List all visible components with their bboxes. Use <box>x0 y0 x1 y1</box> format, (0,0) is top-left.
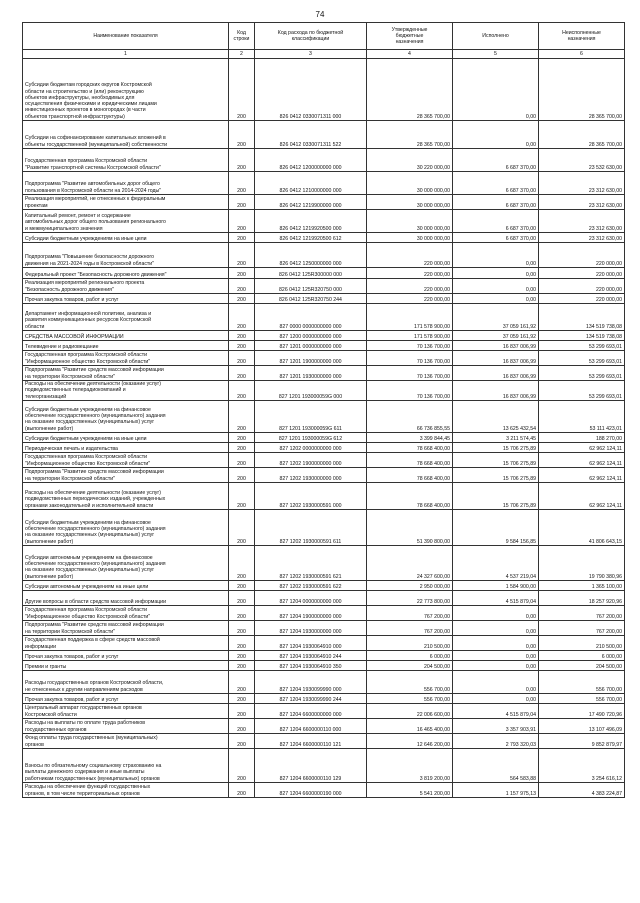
row-executed-amount: 6 687 370,00 <box>453 233 539 243</box>
row-unexecuted-amount: 53 111 423,01 <box>539 401 625 433</box>
row-approved-amount: 171 578 900,00 <box>367 331 453 341</box>
table-row <box>23 195 625 210</box>
table-row <box>23 546 625 581</box>
table-row <box>23 510 625 546</box>
row-unexecuted-amount: 220 000,00 <box>539 243 625 268</box>
row-budget-code: 827 1201 1930000000 000 <box>255 366 367 381</box>
row-line-code: 200 <box>229 381 255 401</box>
row-executed-amount: 16 837 006,99 <box>453 351 539 366</box>
row-line-code: 200 <box>229 172 255 195</box>
table-row <box>23 279 625 294</box>
budget-execution-table <box>22 22 625 798</box>
row-approved-amount: 78 668 400,00 <box>367 483 453 510</box>
row-unexecuted-amount: 28 365 700,00 <box>539 59 625 121</box>
row-unexecuted-amount: 53 299 693,01 <box>539 341 625 351</box>
table-row <box>23 381 625 401</box>
header-executed: Исполнено <box>453 23 539 50</box>
row-executed-amount: 15 706 275,89 <box>453 483 539 510</box>
row-name: Капитальный ремонт, ремонт и содержание автомобильных дорог общего пользования регионального и межмуниципального значения <box>23 210 229 233</box>
row-executed-amount: 9 584 156,85 <box>453 510 539 546</box>
row-budget-code: 827 1201 193000059G 612 <box>255 433 367 443</box>
row-name: Фонд оплаты труда государственных (муниципальных) органов <box>23 734 229 749</box>
row-line-code: 200 <box>229 636 255 651</box>
row-executed-amount: 3 357 903,91 <box>453 719 539 734</box>
row-executed-amount: 2 793 320,03 <box>453 734 539 749</box>
row-name: Подпрограмма "Повышение безопасности дорожного движения на 2021-2024 годы в Костромской области" <box>23 243 229 268</box>
row-line-code: 200 <box>229 783 255 798</box>
row-unexecuted-amount: 13 107 496,09 <box>539 719 625 734</box>
row-approved-amount: 22 006 600,00 <box>367 704 453 719</box>
row-budget-code: 827 1202 1930000591 622 <box>255 581 367 591</box>
row-executed-amount: 0,00 <box>453 243 539 268</box>
row-approved-amount: 66 736 855,55 <box>367 401 453 433</box>
row-name: Субсидии бюджетным учреждениям на финансовое обеспечение государственного (муниципального) задания на оказание государственных (муниципальных) услуг (выполнение работ) <box>23 401 229 433</box>
row-line-code: 200 <box>229 734 255 749</box>
row-line-code: 200 <box>229 671 255 694</box>
row-line-code: 200 <box>229 243 255 268</box>
table-row <box>23 294 625 304</box>
row-approved-amount: 30 000 000,00 <box>367 210 453 233</box>
row-name: Расходы на обеспечение деятельности (оказание услуг) подведомственных периодических изданий, учрежденных органами законодательной и исполнительной власти <box>23 483 229 510</box>
row-budget-code: 827 1204 6600000110 000 <box>255 719 367 734</box>
table-row <box>23 59 625 121</box>
row-unexecuted-amount: 220 000,00 <box>539 268 625 279</box>
table-row <box>23 149 625 172</box>
table-row <box>23 341 625 351</box>
table-row <box>23 172 625 195</box>
row-line-code: 200 <box>229 149 255 172</box>
row-executed-amount: 15 706 275,89 <box>453 443 539 453</box>
column-index: 2 <box>229 50 255 59</box>
row-line-code: 200 <box>229 304 255 331</box>
table-row <box>23 651 625 661</box>
row-line-code: 200 <box>229 195 255 210</box>
row-line-code: 200 <box>229 443 255 453</box>
row-approved-amount: 12 646 200,00 <box>367 734 453 749</box>
table-row <box>23 268 625 279</box>
row-executed-amount: 16 837 006,99 <box>453 381 539 401</box>
row-name: Субсидии бюджетным учреждениям на иные цели <box>23 233 229 243</box>
row-line-code: 200 <box>229 233 255 243</box>
column-index: 5 <box>453 50 539 59</box>
row-line-code: 200 <box>229 433 255 443</box>
row-unexecuted-amount: 4 383 224,87 <box>539 783 625 798</box>
row-budget-code: 827 1202 1900000000 000 <box>255 453 367 468</box>
row-budget-code: 826 0412 0330071311 522 <box>255 121 367 149</box>
row-budget-code: 827 1204 6600000110 129 <box>255 749 367 783</box>
row-approved-amount: 30 220 000,00 <box>367 149 453 172</box>
column-index: 4 <box>367 50 453 59</box>
row-name: Государственная программа Костромской области "Информационное общество Костромской области" <box>23 606 229 621</box>
row-line-code: 200 <box>229 621 255 636</box>
row-name: Расходы государственных органов Костромской области, не отнесенных к другим направлениям расходов <box>23 671 229 694</box>
page-number: 74 <box>315 10 325 19</box>
row-executed-amount: 0,00 <box>453 121 539 149</box>
row-line-code: 200 <box>229 483 255 510</box>
row-executed-amount: 4 537 219,04 <box>453 546 539 581</box>
row-approved-amount: 556 700,00 <box>367 671 453 694</box>
row-budget-code: 827 1204 1930064910 000 <box>255 636 367 651</box>
row-approved-amount: 30 000 000,00 <box>367 195 453 210</box>
row-budget-code: 826 0412 125R300000 000 <box>255 268 367 279</box>
row-unexecuted-amount: 134 519 738,08 <box>539 304 625 331</box>
row-budget-code: 826 0412 125R320750 244 <box>255 294 367 304</box>
row-budget-code: 827 1201 193000059G 000 <box>255 381 367 401</box>
row-approved-amount: 204 500,00 <box>367 661 453 671</box>
row-name: Субсидии автономным учреждениям на иные цели <box>23 581 229 591</box>
table-row <box>23 401 625 433</box>
row-line-code: 200 <box>229 546 255 581</box>
row-name: Государственная поддержка в сфере средств массовой информации <box>23 636 229 651</box>
row-executed-amount: 0,00 <box>453 651 539 661</box>
table-row <box>23 304 625 331</box>
row-executed-amount: 4 515 879,04 <box>453 704 539 719</box>
row-name: Подпрограмма "Развитие автомобильных дорог общего пользования в Костромской области на 2014-2024 годы" <box>23 172 229 195</box>
row-budget-code: 827 1200 0000000000 000 <box>255 331 367 341</box>
row-unexecuted-amount: 23 312 630,00 <box>539 195 625 210</box>
row-budget-code: 827 1204 1930099990 000 <box>255 671 367 694</box>
row-name: Субсидии автономным учреждениям на финансовое обеспечение государственного (муниципального) задания на оказание государственных (муниципальных) услуг (выполнение работ) <box>23 546 229 581</box>
row-budget-code: 827 1204 1900000000 000 <box>255 606 367 621</box>
row-approved-amount: 220 000,00 <box>367 279 453 294</box>
row-line-code: 200 <box>229 704 255 719</box>
row-executed-amount: 0,00 <box>453 636 539 651</box>
row-executed-amount: 15 706 275,89 <box>453 468 539 483</box>
row-unexecuted-amount: 28 365 700,00 <box>539 121 625 149</box>
row-approved-amount: 767 200,00 <box>367 606 453 621</box>
row-line-code: 200 <box>229 279 255 294</box>
row-budget-code: 827 1202 1930000591 611 <box>255 510 367 546</box>
row-approved-amount: 70 136 700,00 <box>367 351 453 366</box>
row-approved-amount: 22 773 800,00 <box>367 591 453 606</box>
row-approved-amount: 6 000,00 <box>367 651 453 661</box>
row-unexecuted-amount: 18 257 920,96 <box>539 591 625 606</box>
row-line-code: 200 <box>229 366 255 381</box>
table-row <box>23 783 625 798</box>
row-approved-amount: 70 136 700,00 <box>367 381 453 401</box>
row-unexecuted-amount: 556 700,00 <box>539 694 625 704</box>
row-budget-code: 827 1201 193000059G 611 <box>255 401 367 433</box>
row-line-code: 200 <box>229 401 255 433</box>
row-line-code: 200 <box>229 268 255 279</box>
table-row <box>23 591 625 606</box>
row-unexecuted-amount: 6 000,00 <box>539 651 625 661</box>
row-approved-amount: 3 819 200,00 <box>367 749 453 783</box>
row-name: Прочая закупка товаров, работ и услуг <box>23 294 229 304</box>
row-approved-amount: 5 541 200,00 <box>367 783 453 798</box>
row-executed-amount: 1 584 900,00 <box>453 581 539 591</box>
row-budget-code: 827 1201 0000000000 000 <box>255 341 367 351</box>
row-budget-code: 826 0412 1219900000 000 <box>255 195 367 210</box>
table-row <box>23 581 625 591</box>
row-budget-code: 827 1204 1930064910 244 <box>255 651 367 661</box>
row-line-code: 200 <box>229 294 255 304</box>
row-name: Подпрограмма "Развитие средств массовой информации на территории Костромской области" <box>23 366 229 381</box>
row-budget-code: 826 0412 1210000000 000 <box>255 172 367 195</box>
row-name: Другие вопросы в области средств массовой информации <box>23 591 229 606</box>
column-index: 6 <box>539 50 625 59</box>
row-approved-amount: 78 668 400,00 <box>367 443 453 453</box>
row-line-code: 200 <box>229 210 255 233</box>
row-executed-amount: 0,00 <box>453 279 539 294</box>
table-row <box>23 704 625 719</box>
table-row <box>23 351 625 366</box>
row-executed-amount: 6 687 370,00 <box>453 172 539 195</box>
row-unexecuted-amount: 220 000,00 <box>539 279 625 294</box>
row-name: Субсидии бюджетным учреждениям на иные цели <box>23 433 229 443</box>
row-executed-amount: 0,00 <box>453 268 539 279</box>
row-unexecuted-amount: 62 962 124,11 <box>539 468 625 483</box>
row-name: Телевидение и радиовещание <box>23 341 229 351</box>
row-name: Подпрограмма "Развитие средств массовой информации на территории Костромской области" <box>23 621 229 636</box>
row-name: Периодическая печать и издательства <box>23 443 229 453</box>
row-budget-code: 826 0412 1200000000 000 <box>255 149 367 172</box>
row-name: Департамент информационной политики, анализа и развития коммуникационных ресурсов Костромской области <box>23 304 229 331</box>
column-index: 3 <box>255 50 367 59</box>
row-unexecuted-amount: 53 299 693,01 <box>539 366 625 381</box>
row-line-code: 200 <box>229 59 255 121</box>
table-row <box>23 233 625 243</box>
row-budget-code: 827 1204 1930000000 000 <box>255 621 367 636</box>
row-name: Прочая закупка товаров, работ и услуг <box>23 694 229 704</box>
row-unexecuted-amount: 62 962 124,11 <box>539 443 625 453</box>
row-budget-code: 826 0412 1219920500 000 <box>255 210 367 233</box>
row-approved-amount: 210 500,00 <box>367 636 453 651</box>
row-name: Прочая закупка товаров, работ и услуг <box>23 651 229 661</box>
row-approved-amount: 70 136 700,00 <box>367 341 453 351</box>
row-approved-amount: 556 700,00 <box>367 694 453 704</box>
row-executed-amount: 1 157 975,13 <box>453 783 539 798</box>
row-executed-amount: 0,00 <box>453 294 539 304</box>
table-row <box>23 483 625 510</box>
row-name: Государственная программа Костромской области "Развитие транспортной системы Костромской области" <box>23 149 229 172</box>
table-row <box>23 433 625 443</box>
row-unexecuted-amount: 62 962 124,11 <box>539 453 625 468</box>
row-unexecuted-amount: 188 270,00 <box>539 433 625 443</box>
row-budget-code: 826 0412 1219920500 612 <box>255 233 367 243</box>
row-name: СРЕДСТВА МАССОВОЙ ИНФОРМАЦИИ <box>23 331 229 341</box>
row-executed-amount: 6 687 370,00 <box>453 149 539 172</box>
row-line-code: 200 <box>229 453 255 468</box>
row-executed-amount: 37 059 161,92 <box>453 331 539 341</box>
row-line-code: 200 <box>229 661 255 671</box>
row-budget-code: 827 1202 1930000000 000 <box>255 468 367 483</box>
row-line-code: 200 <box>229 341 255 351</box>
column-index-row <box>23 50 625 59</box>
table-row <box>23 443 625 453</box>
row-executed-amount: 15 706 275,89 <box>453 453 539 468</box>
row-line-code: 200 <box>229 606 255 621</box>
row-executed-amount: 13 625 432,54 <box>453 401 539 433</box>
column-index: 1 <box>23 50 229 59</box>
row-name: Субсидии бюджетам городских округов Костромской области на строительство и (или) реконструкцию объектов инфраструктуры, необходимых для осуществления физическими и юридическими лицами инвестиционных проектов в моногородах (в части объектов транспортной инфраструктуры) <box>23 59 229 121</box>
row-unexecuted-amount: 23 312 630,00 <box>539 233 625 243</box>
table-body <box>23 59 625 798</box>
row-unexecuted-amount: 556 700,00 <box>539 671 625 694</box>
row-unexecuted-amount: 17 490 720,96 <box>539 704 625 719</box>
row-budget-code: 826 0412 125R320750 000 <box>255 279 367 294</box>
row-executed-amount: 3 211 574,45 <box>453 433 539 443</box>
row-budget-code: 827 1202 0000000000 000 <box>255 443 367 453</box>
row-executed-amount: 0,00 <box>453 59 539 121</box>
row-line-code: 200 <box>229 591 255 606</box>
row-approved-amount: 2 950 000,00 <box>367 581 453 591</box>
row-unexecuted-amount: 134 519 738,08 <box>539 331 625 341</box>
row-unexecuted-amount: 53 299 693,01 <box>539 351 625 366</box>
header-unexecuted: Неисполненные назначения <box>539 23 625 50</box>
row-unexecuted-amount: 9 852 879,97 <box>539 734 625 749</box>
row-executed-amount: 0,00 <box>453 671 539 694</box>
row-budget-code: 827 1202 1930000591 621 <box>255 546 367 581</box>
row-approved-amount: 220 000,00 <box>367 294 453 304</box>
row-line-code: 200 <box>229 351 255 366</box>
row-line-code: 200 <box>229 749 255 783</box>
header-approved: Утвержденные бюджетные назначения <box>367 23 453 50</box>
row-budget-code: 826 0412 1250000000 000 <box>255 243 367 268</box>
row-line-code: 200 <box>229 651 255 661</box>
table-row <box>23 331 625 341</box>
row-executed-amount: 0,00 <box>453 694 539 704</box>
row-name: Расходы на обеспечение деятельности (оказание услуг) подведомственных телерадиокомпаний и телеорганизаций <box>23 381 229 401</box>
row-line-code: 200 <box>229 468 255 483</box>
row-approved-amount: 51 390 800,00 <box>367 510 453 546</box>
row-unexecuted-amount: 23 532 630,00 <box>539 149 625 172</box>
row-name: Реализация мероприятий, не отнесенных к федеральным проектам <box>23 195 229 210</box>
row-executed-amount: 0,00 <box>453 606 539 621</box>
row-executed-amount: 37 059 161,92 <box>453 304 539 331</box>
table-header-row <box>23 23 625 50</box>
row-budget-code: 827 1204 1930099990 244 <box>255 694 367 704</box>
row-approved-amount: 3 399 844,45 <box>367 433 453 443</box>
row-unexecuted-amount: 23 312 630,00 <box>539 210 625 233</box>
header-line-code: Код строки <box>229 23 255 50</box>
row-approved-amount: 220 000,00 <box>367 243 453 268</box>
row-approved-amount: 24 327 600,00 <box>367 546 453 581</box>
row-line-code: 200 <box>229 331 255 341</box>
row-executed-amount: 0,00 <box>453 621 539 636</box>
row-executed-amount: 16 837 006,99 <box>453 366 539 381</box>
row-approved-amount: 30 000 000,00 <box>367 172 453 195</box>
row-name: Федеральный проект "Безопасность дорожного движения" <box>23 268 229 279</box>
row-budget-code: 827 1202 1930000591 000 <box>255 483 367 510</box>
row-approved-amount: 78 668 400,00 <box>367 453 453 468</box>
row-line-code: 200 <box>229 510 255 546</box>
header-budget-code: Код расхода по бюджетной классификации <box>255 23 367 50</box>
table-row <box>23 661 625 671</box>
row-executed-amount: 0,00 <box>453 661 539 671</box>
header-name: Наименование показателя <box>23 23 229 50</box>
row-name: Реализация мероприятий регионального проекта "Безопасность дорожного движения" <box>23 279 229 294</box>
row-executed-amount: 4 515 879,04 <box>453 591 539 606</box>
row-executed-amount: 16 837 006,99 <box>453 341 539 351</box>
row-unexecuted-amount: 220 000,00 <box>539 294 625 304</box>
row-budget-code: 827 1204 1930064910 350 <box>255 661 367 671</box>
row-unexecuted-amount: 62 962 124,11 <box>539 483 625 510</box>
row-name: Подпрограмма "Развитие средств массовой информации на территории Костромской области" <box>23 468 229 483</box>
table-row <box>23 468 625 483</box>
table-row <box>23 719 625 734</box>
table-row <box>23 453 625 468</box>
row-unexecuted-amount: 41 806 643,15 <box>539 510 625 546</box>
row-name: Расходы на выплаты по оплате труда работников государственных органов <box>23 719 229 734</box>
row-approved-amount: 30 000 000,00 <box>367 233 453 243</box>
row-name: Расходы на обеспечение функций государственных органов, в том числе территориальных органов <box>23 783 229 798</box>
row-approved-amount: 28 365 700,00 <box>367 59 453 121</box>
table-row <box>23 210 625 233</box>
row-unexecuted-amount: 23 312 630,00 <box>539 172 625 195</box>
row-name: Взносы по обязательному социальному страхованию на выплаты денежного содержания и иные выплаты работникам государственных (муниципальных) органов <box>23 749 229 783</box>
row-name: Премии и гранты <box>23 661 229 671</box>
table-row <box>23 734 625 749</box>
row-unexecuted-amount: 767 200,00 <box>539 621 625 636</box>
row-budget-code: 827 1204 6600000190 000 <box>255 783 367 798</box>
table-row <box>23 606 625 621</box>
table-row <box>23 749 625 783</box>
table-row <box>23 621 625 636</box>
row-approved-amount: 220 000,00 <box>367 268 453 279</box>
row-executed-amount: 6 687 370,00 <box>453 210 539 233</box>
row-unexecuted-amount: 1 365 100,00 <box>539 581 625 591</box>
row-name: Субсидии бюджетным учреждениям на финансовое обеспечение государственного (муниципального) задания на оказание государственных (муниципальных) услуг (выполнение работ) <box>23 510 229 546</box>
table-row <box>23 671 625 694</box>
row-unexecuted-amount: 204 500,00 <box>539 661 625 671</box>
table-row <box>23 366 625 381</box>
row-unexecuted-amount: 3 254 616,12 <box>539 749 625 783</box>
row-budget-code: 827 1204 0000000000 000 <box>255 591 367 606</box>
table-row <box>23 636 625 651</box>
row-unexecuted-amount: 210 500,00 <box>539 636 625 651</box>
row-executed-amount: 564 583,88 <box>453 749 539 783</box>
row-approved-amount: 767 200,00 <box>367 621 453 636</box>
row-budget-code: 826 0412 0330071311 000 <box>255 59 367 121</box>
row-unexecuted-amount: 767 200,00 <box>539 606 625 621</box>
row-unexecuted-amount: 19 790 380,96 <box>539 546 625 581</box>
row-name: Государственная программа Костромской области "Информационное общество Костромской области" <box>23 453 229 468</box>
row-name: Государственная программа Костромской области "Информационное общество Костромской области" <box>23 351 229 366</box>
row-budget-code: 827 1204 6600000000 000 <box>255 704 367 719</box>
row-approved-amount: 171 578 900,00 <box>367 304 453 331</box>
row-budget-code: 827 1204 6600000110 121 <box>255 734 367 749</box>
row-approved-amount: 78 668 400,00 <box>367 468 453 483</box>
row-approved-amount: 28 365 700,00 <box>367 121 453 149</box>
row-line-code: 200 <box>229 581 255 591</box>
row-name: Центральный аппарат государственных органов Костромской области <box>23 704 229 719</box>
row-approved-amount: 70 136 700,00 <box>367 366 453 381</box>
row-unexecuted-amount: 53 299 693,01 <box>539 381 625 401</box>
table-row <box>23 694 625 704</box>
row-executed-amount: 6 687 370,00 <box>453 195 539 210</box>
row-budget-code: 827 0000 0000000000 000 <box>255 304 367 331</box>
row-line-code: 200 <box>229 694 255 704</box>
row-budget-code: 827 1201 1900000000 000 <box>255 351 367 366</box>
row-line-code: 200 <box>229 719 255 734</box>
row-line-code: 200 <box>229 121 255 149</box>
table-row <box>23 243 625 268</box>
row-approved-amount: 16 465 400,00 <box>367 719 453 734</box>
table-row <box>23 121 625 149</box>
row-name: Субсидии на софинансирование капитальных вложений в объекты государственной (муниципальной) собственности <box>23 121 229 149</box>
